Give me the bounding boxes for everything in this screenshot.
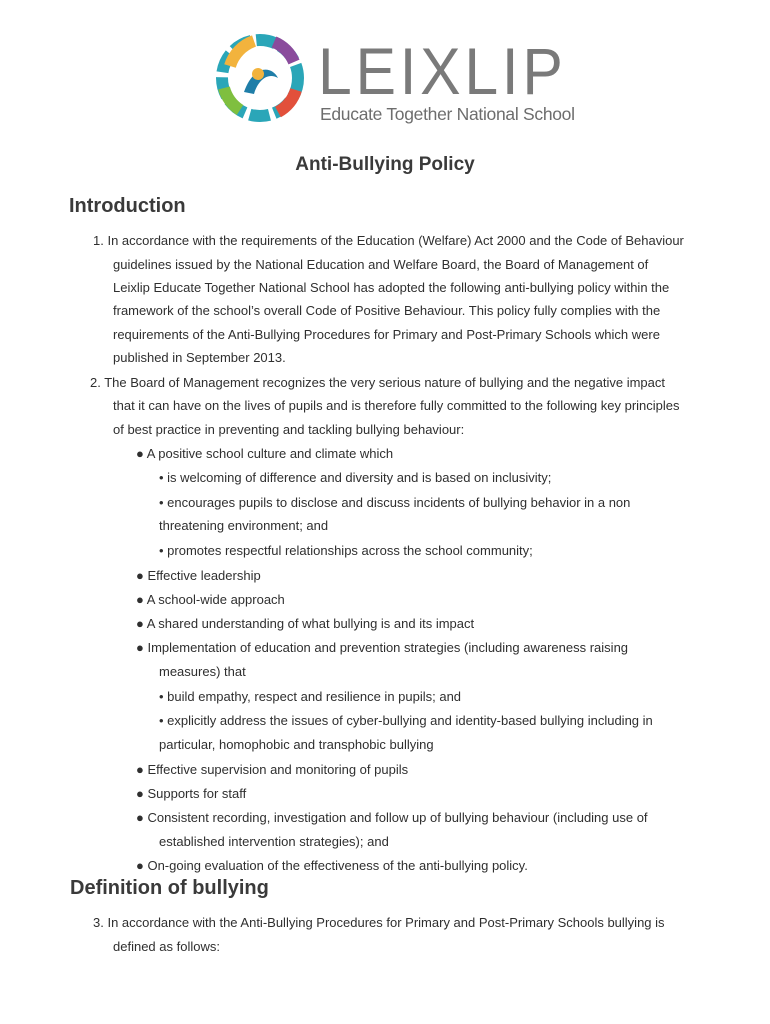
text-line: published in September 2013. — [113, 350, 286, 365]
logo-subtitle: Educate Together National School — [320, 104, 575, 124]
text-line: 1. In accordance with the requirements of the Education (Welfare) Act 2000 and the Code of Behaviour — [93, 233, 684, 248]
list-item: • promotes respectful relationships across the school community; — [159, 543, 533, 558]
list-item: ● A school-wide approach — [136, 592, 285, 607]
text-line: requirements of the Anti-Bullying Procedures for Primary and Post-Primary Schools which were — [113, 327, 660, 342]
list-item: • is welcoming of difference and diversity and is based on inclusivity; — [159, 470, 552, 485]
list-item: ● A shared understanding of what bullying is and its impact — [136, 616, 475, 631]
list-item: ● Effective leadership — [136, 568, 261, 583]
text-line: guidelines issued by the National Education and Welfare Board, the Board of Management of — [113, 257, 649, 272]
text-line: defined as follows: — [113, 939, 220, 954]
list-item: ● On-going evaluation of the effectiveness of the anti-bullying policy. — [136, 858, 528, 873]
text-line: Leixlip Educate Together National School has adopted the following anti-bullying policy within the — [113, 280, 670, 295]
text-line: of best practice in preventing and tackling bullying behaviour: — [113, 422, 465, 437]
school-logo — [214, 28, 575, 128]
text-line: threatening environment; and — [159, 518, 329, 533]
introduction-heading: Introduction — [69, 195, 186, 217]
text-line: framework of the school’s overall Code of Positive Behaviour. This policy fully complies with the — [113, 303, 661, 318]
list-item: • encourages pupils to disclose and discuss incidents of bullying behavior in a non — [159, 495, 631, 510]
list-item: ● Effective supervision and monitoring of pupils — [136, 762, 409, 777]
list-item: ● A positive school culture and climate which — [136, 446, 394, 461]
text-line: that it can have on the lives of pupils and is therefore fully committed to the following key principles — [113, 398, 680, 413]
text-line: established intervention strategies); and — [159, 834, 389, 849]
list-item: ● Consistent recording, investigation and follow up of bullying behaviour (including use of — [136, 810, 648, 825]
list-item: • build empathy, respect and resilience in pupils; and — [159, 689, 462, 704]
logo-wordmark: LEIXLIP — [318, 34, 567, 108]
text-line: particular, homophobic and transphobic bullying — [159, 737, 434, 752]
list-item: ● Supports for staff — [136, 786, 247, 801]
list-item: • explicitly address the issues of cyber-bullying and identity-based bullying including in — [159, 713, 653, 728]
logo-emblem-icon — [214, 28, 304, 128]
text-line: 2. The Board of Management recognizes the very serious nature of bullying and the negative impact — [90, 375, 665, 390]
definition-heading: Definition of bullying — [70, 877, 269, 899]
list-item: ● Implementation of education and prevention strategies (including awareness raising — [136, 640, 629, 655]
text-line: measures) that — [159, 664, 246, 679]
page-title: Anti-Bullying Policy — [295, 154, 475, 175]
text-line: 3. In accordance with the Anti-Bullying Procedures for Primary and Post-Primary Schools bullying is — [93, 915, 665, 930]
